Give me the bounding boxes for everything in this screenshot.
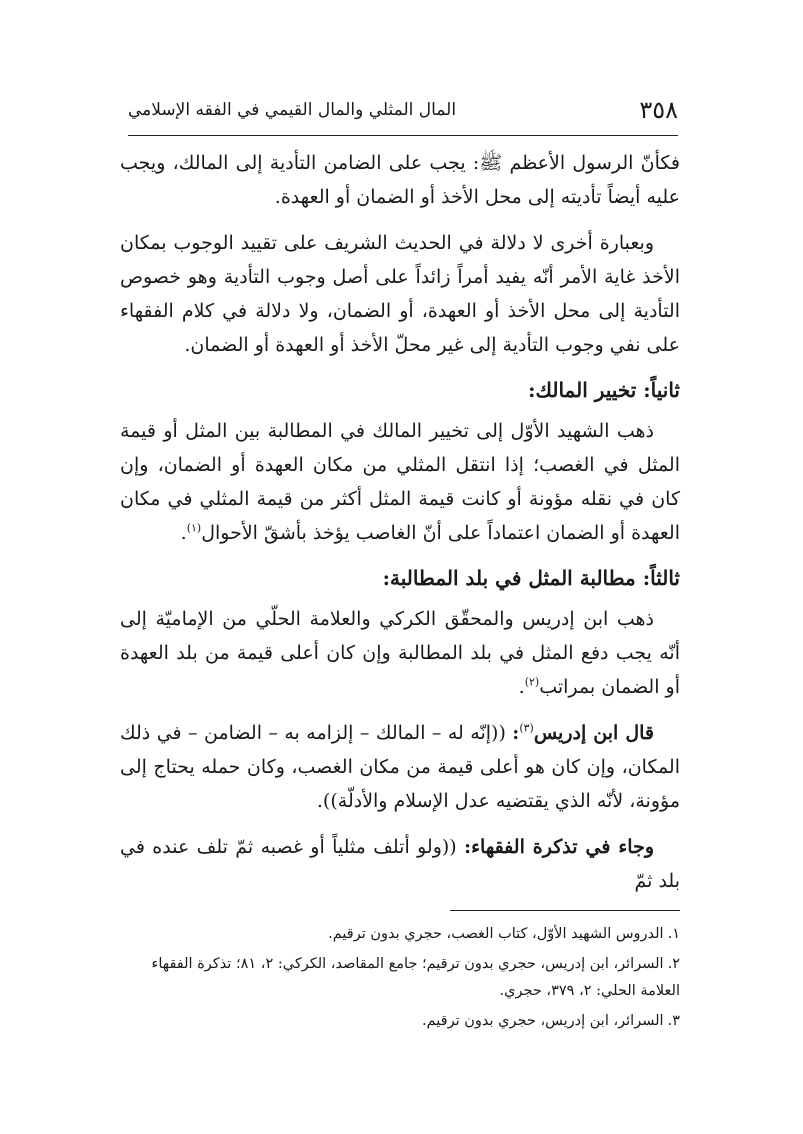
footnote-number: ٢.	[667, 956, 680, 972]
section-heading-2: ثانياً: تخيير المالك:	[528, 378, 680, 402]
paragraph-3-text: ذهب الشهيد الأوّل إلى تخيير المالك في المطالبة بين المثل أو قيمة المثل في الغصب؛ إذا انتقل المثلي من مكان العهدة أو الضمان، وإن كان في نقله مؤونة أو كانت قيمة المثل أكثر من قيمة المثلي في مكان العهدة أو الضمان اعتماداً على أنّ الغاصب يؤخذ بأشقّ الأحوال	[120, 420, 680, 544]
footnote-text: السرائر، ابن إدريس، حجري بدون ترقيم.	[422, 1013, 664, 1029]
header-divider	[128, 135, 678, 136]
paragraph-5-text: ((إنّه له – المالك – إلزامه به – الضامن – في ذلك المكان، وإن كان هو أعلى قيمة من مكان الغصب، وكان حمله يحتاج إلى مؤونة، لأنّه الذي يقتضيه عدل الإسلام والأدلّة)).	[120, 722, 680, 812]
running-title: المال المثلي والمال القيمي في الفقه الإسلامي	[128, 100, 457, 120]
footnote-text: الدروس الشهيد الأوّل، كتاب الغصب، حجري بدون ترقيم.	[328, 926, 664, 942]
paragraph-6	[120, 830, 680, 898]
section-heading-3: ثالثاً: مطالبة المثل في بلد المطالبة:	[382, 566, 680, 590]
page-number: ٣٥٨	[639, 96, 678, 124]
footnote-number: ١.	[667, 926, 680, 942]
paragraph-5-colon: :	[512, 722, 520, 744]
paragraph-1: فكأنّ الرسول الأعظم ﷺ: يجب على الضامن التأدية إلى المالك، ويجب عليه أيضاً تأديته إلى محل الأخذ أو الضمان أو العهدة.	[120, 152, 680, 208]
paragraph-4	[120, 602, 680, 704]
footnote-3	[120, 1008, 680, 1035]
paragraph-2: وبعبارة أخرى لا دلالة في الحديث الشريف على تقييد الوجوب بمكان الأخذ غاية الأمر أنّه يفيد أمراً زائداً على أصل وجوب التأدية وهو خصوص التأدية إلى محل الأخذ أو العهدة، أو الضمان، ولا دلالة في كلام الفقهاء على نفي وجوب التأدية إلى غير محلّ الأخذ أو العهدة أو الضمان.	[120, 232, 680, 356]
footnote-2	[120, 951, 680, 1005]
main-text	[120, 146, 680, 1038]
footnote-divider	[450, 910, 680, 911]
paragraph-6-lead: وجاء في تذكرة الفقهاء:	[464, 836, 655, 858]
page-header	[128, 94, 678, 134]
footnote-1	[120, 921, 680, 948]
footnote-number: ٣.	[667, 1013, 680, 1029]
paragraph-6-text: ((ولو أتلف مثلياً أو غصبه ثمّ تلف عنده في بلد ثمّ	[120, 836, 680, 892]
footnote-text: السرائر، ابن إدريس، حجري بدون ترقيم؛ جامع المقاصد، الكركي: ٢، ٨١؛ تذكرة الفقهاء العلامة الحلي: ٢، ٣٧٩، حجري.	[151, 956, 680, 999]
footnote-ref-1[interactable]: (١)	[186, 521, 202, 535]
paragraph-5	[120, 716, 680, 818]
paragraph-4-text: ذهب ابن إدريس والمحقّق الكركي والعلامة الحلّي من الإماميّة إلى أنّه يجب دفع المثل في بلد المطالبة وإن كان أعلى قيمة من بلد العهدة أو الضمان بمراتب	[120, 608, 680, 698]
paragraph-4-end: .	[518, 676, 525, 698]
footnote-ref-3[interactable]: (٣)	[519, 721, 534, 735]
footnote-ref-2[interactable]: (٢)	[524, 675, 540, 689]
paragraph-5-lead: قال ابن إدريس	[533, 722, 654, 744]
paragraph-3	[120, 414, 680, 550]
paragraph-3-end: .	[180, 522, 187, 544]
footnotes	[120, 921, 680, 1035]
